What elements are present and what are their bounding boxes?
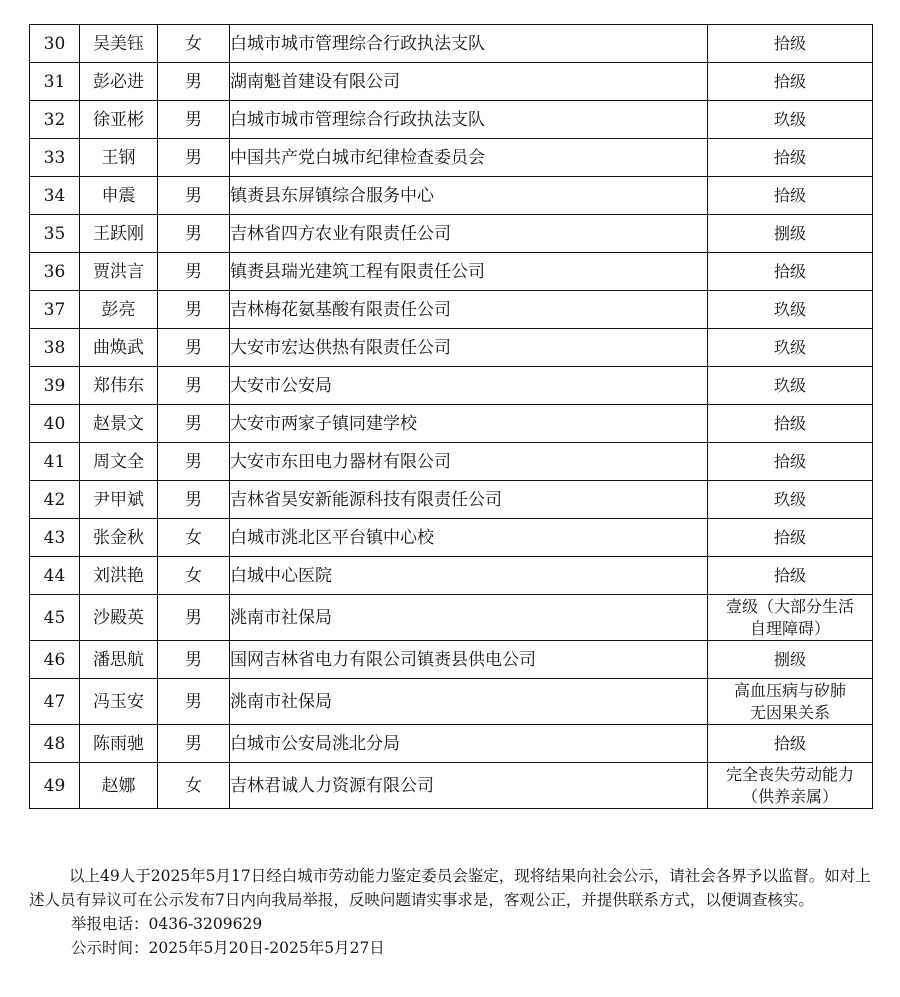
appraisal-results-table — [29, 24, 873, 809]
row-number: 46 — [30, 641, 80, 679]
table-row — [30, 641, 873, 679]
work-unit: 吉林君诚人力资源有限公司 — [230, 763, 708, 809]
row-number: 39 — [30, 367, 80, 405]
table-row — [30, 557, 873, 595]
disability-grade: 玖级 — [708, 101, 873, 139]
public-notice — [29, 864, 872, 960]
person-sex: 男 — [158, 101, 230, 139]
report-phone: 举报电话：0436-3209629 — [71, 915, 263, 933]
person-name: 吴美钰 — [80, 25, 158, 63]
row-number: 32 — [30, 101, 80, 139]
person-name: 郑伟东 — [80, 367, 158, 405]
person-sex: 女 — [158, 557, 230, 595]
person-name: 冯玉安 — [80, 679, 158, 725]
disability-grade: 捌级 — [708, 215, 873, 253]
disability-grade: 拾级 — [708, 725, 873, 763]
table-row — [30, 679, 873, 725]
row-number: 33 — [30, 139, 80, 177]
row-number: 37 — [30, 291, 80, 329]
table-row — [30, 405, 873, 443]
work-unit: 白城市洮北区平台镇中心校 — [230, 519, 708, 557]
person-sex: 男 — [158, 725, 230, 763]
person-sex: 男 — [158, 595, 230, 641]
person-sex: 男 — [158, 367, 230, 405]
person-sex: 女 — [158, 25, 230, 63]
person-sex: 女 — [158, 519, 230, 557]
disability-grade: 高血压病与矽肺 无因果关系 — [708, 679, 873, 725]
person-name: 陈雨驰 — [80, 725, 158, 763]
disability-grade: 壹级（大部分生活 自理障碍） — [708, 595, 873, 641]
disability-grade: 拾级 — [708, 177, 873, 215]
person-sex: 男 — [158, 405, 230, 443]
work-unit: 白城中心医院 — [230, 557, 708, 595]
table-row — [30, 25, 873, 63]
person-name: 申震 — [80, 177, 158, 215]
table-row — [30, 763, 873, 809]
row-number: 49 — [30, 763, 80, 809]
row-number: 40 — [30, 405, 80, 443]
disability-grade: 捌级 — [708, 641, 873, 679]
person-name: 赵娜 — [80, 763, 158, 809]
row-number: 48 — [30, 725, 80, 763]
row-number: 38 — [30, 329, 80, 367]
table-row — [30, 725, 873, 763]
person-sex: 男 — [158, 139, 230, 177]
disability-grade: 玖级 — [708, 291, 873, 329]
table-row — [30, 63, 873, 101]
work-unit: 洮南市社保局 — [230, 679, 708, 725]
row-number: 31 — [30, 63, 80, 101]
table-row — [30, 101, 873, 139]
work-unit: 国网吉林省电力有限公司镇赉县供电公司 — [230, 641, 708, 679]
person-name: 沙殿英 — [80, 595, 158, 641]
work-unit: 白城市公安局洮北分局 — [230, 725, 708, 763]
work-unit: 湖南魁首建设有限公司 — [230, 63, 708, 101]
disability-grade: 拾级 — [708, 63, 873, 101]
person-name: 曲焕武 — [80, 329, 158, 367]
work-unit: 白城市城市管理综合行政执法支队 — [230, 101, 708, 139]
person-sex: 男 — [158, 481, 230, 519]
disability-grade: 拾级 — [708, 253, 873, 291]
row-number: 36 — [30, 253, 80, 291]
person-sex: 男 — [158, 215, 230, 253]
row-number: 43 — [30, 519, 80, 557]
work-unit: 白城市城市管理综合行政执法支队 — [230, 25, 708, 63]
notice-paragraph: 以上49人于2025年5月17日经白城市劳动能力鉴定委员会鉴定，现将结果向社会公示，请社会各界予以监督。如对上述人员有异议可在公示发布7日内向我局举报，反映问题请实事求是，客观公正，并提供联系方式，以便调查核实。 — [29, 867, 871, 909]
person-sex: 男 — [158, 329, 230, 367]
person-sex: 男 — [158, 177, 230, 215]
disability-grade: 玖级 — [708, 481, 873, 519]
disability-grade: 拾级 — [708, 443, 873, 481]
disability-grade: 拾级 — [708, 139, 873, 177]
row-number: 47 — [30, 679, 80, 725]
person-name: 赵景文 — [80, 405, 158, 443]
person-name: 王钢 — [80, 139, 158, 177]
disability-grade: 拾级 — [708, 25, 873, 63]
person-name: 尹甲斌 — [80, 481, 158, 519]
table-row — [30, 481, 873, 519]
person-sex: 男 — [158, 641, 230, 679]
person-sex: 男 — [158, 679, 230, 725]
person-name: 徐亚彬 — [80, 101, 158, 139]
work-unit: 大安市两家子镇同建学校 — [230, 405, 708, 443]
table-row — [30, 253, 873, 291]
table-row — [30, 595, 873, 641]
disability-grade: 完全丧失劳动能力 （供养亲属） — [708, 763, 873, 809]
table-row — [30, 291, 873, 329]
table-row — [30, 329, 873, 367]
person-sex: 女 — [158, 763, 230, 809]
person-name: 刘洪艳 — [80, 557, 158, 595]
row-number: 44 — [30, 557, 80, 595]
disability-grade: 拾级 — [708, 405, 873, 443]
notice-period: 公示时间：2025年5月20日-2025年5月27日 — [71, 939, 385, 957]
person-name: 彭必进 — [80, 63, 158, 101]
work-unit: 洮南市社保局 — [230, 595, 708, 641]
work-unit: 镇赉县瑞光建筑工程有限责任公司 — [230, 253, 708, 291]
table-row — [30, 519, 873, 557]
work-unit: 大安市公安局 — [230, 367, 708, 405]
work-unit: 镇赉县东屏镇综合服务中心 — [230, 177, 708, 215]
disability-grade: 玖级 — [708, 367, 873, 405]
row-number: 41 — [30, 443, 80, 481]
row-number: 35 — [30, 215, 80, 253]
work-unit: 大安市东田电力器材有限公司 — [230, 443, 708, 481]
row-number: 34 — [30, 177, 80, 215]
table-row — [30, 139, 873, 177]
person-sex: 男 — [158, 253, 230, 291]
person-sex: 男 — [158, 291, 230, 329]
disability-grade: 拾级 — [708, 519, 873, 557]
person-name: 潘思航 — [80, 641, 158, 679]
row-number: 45 — [30, 595, 80, 641]
row-number: 42 — [30, 481, 80, 519]
work-unit: 吉林省昊安新能源科技有限责任公司 — [230, 481, 708, 519]
work-unit: 吉林省四方农业有限责任公司 — [230, 215, 708, 253]
work-unit: 中国共产党白城市纪律检查委员会 — [230, 139, 708, 177]
row-number: 30 — [30, 25, 80, 63]
person-name: 张金秋 — [80, 519, 158, 557]
person-sex: 男 — [158, 443, 230, 481]
disability-grade: 拾级 — [708, 557, 873, 595]
person-sex: 男 — [158, 63, 230, 101]
person-name: 贾洪言 — [80, 253, 158, 291]
work-unit: 大安市宏达供热有限责任公司 — [230, 329, 708, 367]
table-row — [30, 177, 873, 215]
person-name: 彭亮 — [80, 291, 158, 329]
work-unit: 吉林梅花氨基酸有限责任公司 — [230, 291, 708, 329]
disability-grade: 玖级 — [708, 329, 873, 367]
table-row — [30, 367, 873, 405]
person-name: 周文全 — [80, 443, 158, 481]
person-name: 王跃刚 — [80, 215, 158, 253]
table-row — [30, 443, 873, 481]
table-row — [30, 215, 873, 253]
